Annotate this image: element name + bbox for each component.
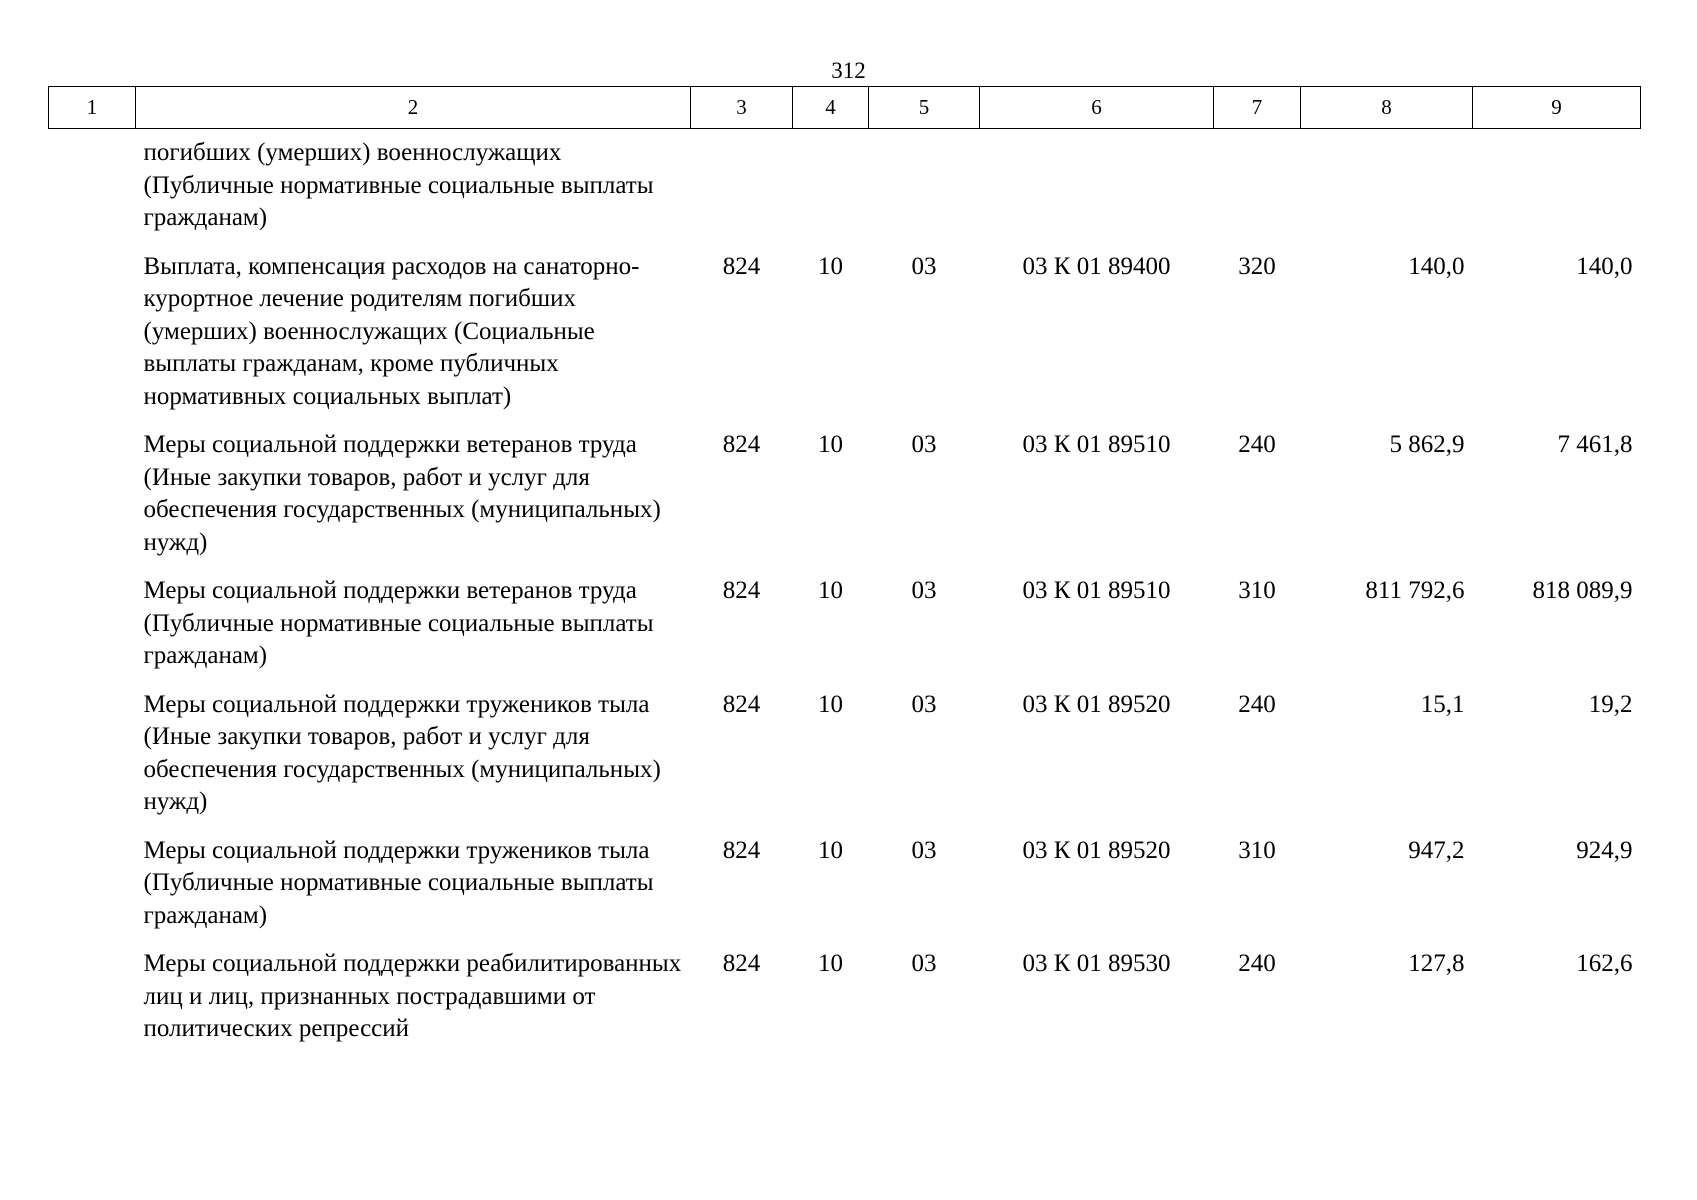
- table-row: [49, 251, 1641, 430]
- table-row: [49, 129, 1641, 251]
- cell-sum-year1: 15,1: [1420, 690, 1465, 718]
- cell-col1: [49, 429, 136, 575]
- cell-description: Меры социальной поддержки ветеранов труда (Публичные нормативные социальные выплаты гражданам): [143, 577, 654, 669]
- column-header-9: 9: [1473, 87, 1641, 129]
- table-row: [49, 689, 1641, 835]
- cell-target: 03 К 01 89400: [1022, 252, 1171, 280]
- cell-description: погибших (умерших) военнослужащих (Публичные нормативные социальные выплаты гражданам): [143, 139, 654, 231]
- cell-section: [793, 129, 869, 251]
- cell-sum-year2: 924,9: [1576, 836, 1633, 864]
- cell-section: 10: [818, 431, 843, 458]
- budget-table: [48, 86, 1641, 1062]
- cell-col1: [49, 948, 136, 1062]
- cell-description: Меры социальной поддержки ветеранов труда (Иные закупки товаров, работ и услуг для обеспечения государственных (муниципальных) нужд): [143, 431, 661, 556]
- cell-subsection: [869, 129, 980, 251]
- cell-col1: [49, 575, 136, 689]
- cell-sum-year1: 5 862,9: [1389, 431, 1465, 458]
- column-header-6: 6: [980, 87, 1214, 129]
- cell-col1: [49, 129, 136, 251]
- cell-expense-type: 320: [1238, 252, 1276, 280]
- cell-expense-type: [1214, 129, 1301, 251]
- table-row: [49, 429, 1641, 575]
- cell-description: Выплата, компенсация расходов на санаторно-курортное лечение родителям погибших (умерших) военнослужащих (Социальные выплаты гражданам, кроме публичных нормативных социальных выплат): [143, 252, 640, 410]
- cell-sum-year1: 140,0: [1408, 252, 1465, 280]
- cell-subsection: 03: [911, 950, 937, 977]
- cell-subsection: 03: [911, 431, 937, 458]
- cell-sum-year2: 7 461,8: [1557, 431, 1633, 458]
- cell-section: 10: [818, 950, 843, 977]
- cell-sum-year2: 140,0: [1576, 252, 1633, 280]
- table-row: [49, 575, 1641, 689]
- column-header-3: 3: [691, 87, 793, 129]
- cell-subsection: 03: [911, 577, 937, 604]
- table-header: [49, 87, 1641, 129]
- cell-ministry: 824: [722, 252, 761, 280]
- cell-section: 10: [818, 836, 843, 864]
- cell-subsection: 03: [911, 690, 937, 718]
- cell-ministry: 824: [722, 836, 761, 864]
- table-body: [49, 129, 1641, 1062]
- cell-expense-type: 240: [1238, 950, 1276, 977]
- cell-sum-year1: 947,2: [1408, 836, 1465, 864]
- cell-target: 03 К 01 89530: [1022, 950, 1171, 977]
- cell-ministry: 824: [722, 431, 761, 458]
- cell-expense-type: 240: [1238, 431, 1276, 458]
- cell-expense-type: 310: [1238, 836, 1276, 864]
- cell-sum-year2: [1473, 129, 1641, 251]
- cell-sum-year1: 127,8: [1408, 950, 1465, 977]
- cell-description: Меры социальной поддержки реабилитированных лиц и лиц, признанных пострадавшими от политических репрессий: [143, 950, 682, 1042]
- cell-expense-type: 310: [1238, 577, 1276, 604]
- cell-section: 10: [818, 577, 843, 604]
- cell-target: 03 К 01 89520: [1022, 836, 1171, 864]
- column-header-2: 2: [136, 87, 691, 129]
- cell-description: Меры социальной поддержки тружеников тыла (Иные закупки товаров, работ и услуг для обеспечения государственных (муниципальных) нужд): [143, 690, 661, 815]
- column-header-1: 1: [49, 87, 136, 129]
- column-header-7: 7: [1214, 87, 1301, 129]
- cell-ministry: [691, 129, 793, 251]
- cell-sum-year2: 162,6: [1576, 950, 1633, 977]
- cell-target: 03 К 01 89510: [1022, 431, 1171, 458]
- header-row: [49, 87, 1641, 129]
- cell-expense-type: 240: [1238, 690, 1276, 718]
- column-header-4: 4: [793, 87, 869, 129]
- cell-ministry: 824: [722, 577, 761, 604]
- table-row: [49, 835, 1641, 949]
- cell-col1: [49, 251, 136, 430]
- cell-target: 03 К 01 89520: [1022, 690, 1171, 718]
- cell-target: [980, 129, 1214, 251]
- cell-subsection: 03: [911, 836, 937, 864]
- cell-ministry: 824: [722, 690, 761, 718]
- cell-col1: [49, 835, 136, 949]
- column-header-5: 5: [869, 87, 980, 129]
- cell-description: Меры социальной поддержки тружеников тыла (Публичные нормативные социальные выплаты гражданам): [143, 836, 654, 929]
- page-number: 312: [831, 58, 866, 83]
- cell-sum-year2: 19,2: [1588, 690, 1633, 718]
- table-row: [49, 948, 1641, 1062]
- cell-ministry: 824: [722, 950, 761, 977]
- cell-subsection: 03: [911, 252, 937, 280]
- column-header-8: 8: [1301, 87, 1473, 129]
- cell-col1: [49, 689, 136, 835]
- cell-sum-year1: [1301, 129, 1473, 251]
- cell-target: 03 К 01 89510: [1022, 577, 1171, 604]
- cell-section: 10: [818, 252, 843, 280]
- cell-section: 10: [818, 690, 843, 718]
- cell-sum-year2: 818 089,9: [1532, 577, 1633, 604]
- cell-sum-year1: 811 792,6: [1365, 577, 1465, 604]
